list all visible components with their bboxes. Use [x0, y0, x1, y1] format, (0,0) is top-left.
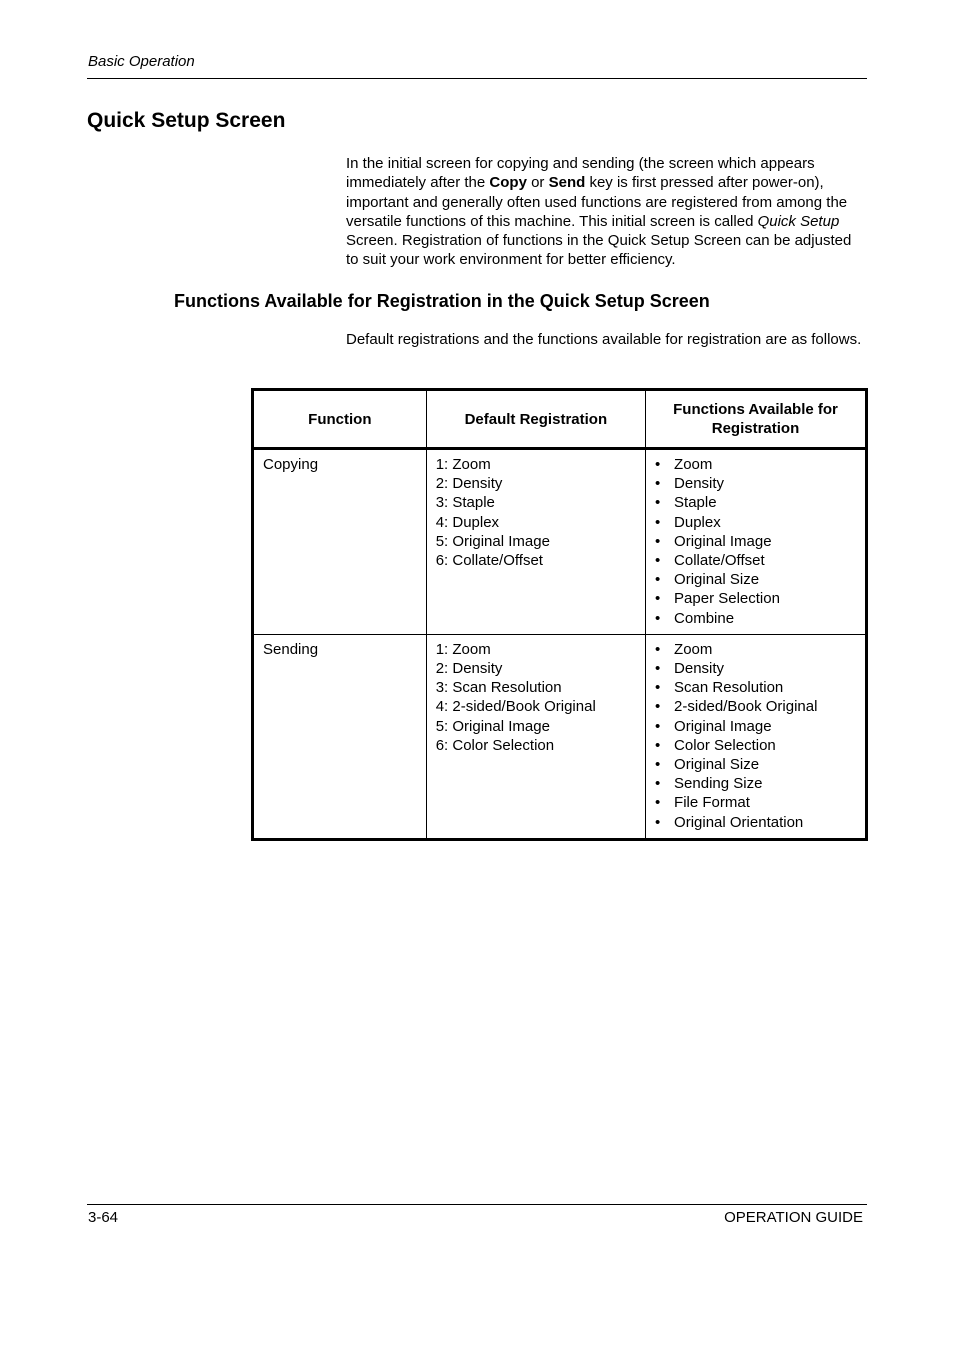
default-registration-item: 3: Staple	[435, 494, 495, 512]
default-registration-item: 5: Original Image	[435, 717, 550, 735]
list-item	[655, 774, 856, 793]
list-item	[655, 551, 856, 570]
available-function-label: Duplex	[674, 513, 721, 531]
list-item	[655, 589, 856, 608]
available-function-label: Density	[674, 475, 725, 493]
default-registration-item: 4: Duplex	[435, 513, 500, 531]
default-registration-item: 4: 2-sided/Book Original	[435, 698, 596, 716]
page-title: Quick Setup Screen	[87, 109, 286, 132]
list-item	[655, 755, 856, 774]
default-registration-item: 2: Density	[435, 475, 503, 493]
default-registration-item: 6: Collate/Offset	[435, 552, 543, 570]
table-row	[253, 634, 867, 839]
available-function-label: Density	[674, 660, 725, 678]
list-item	[655, 717, 856, 736]
available-function-label: Paper Selection	[674, 590, 780, 608]
available-functions-cell	[646, 634, 867, 839]
available-function-label: Original Image	[674, 717, 772, 735]
available-function-label: File Format	[674, 794, 750, 812]
list-item	[655, 455, 856, 474]
copy-key-label: Copy	[489, 174, 527, 192]
bullet-icon: •	[655, 679, 661, 697]
list-item	[655, 474, 856, 493]
bullet-icon: •	[655, 552, 661, 570]
bullet-icon: •	[655, 590, 661, 608]
header-default-registration: Default Registration	[426, 390, 645, 449]
table-row	[253, 449, 867, 635]
footer-divider	[87, 1204, 867, 1205]
bullet-icon: •	[655, 717, 661, 735]
bullet-icon: •	[655, 698, 661, 716]
available-function-label: 2-sided/Book Original	[674, 698, 818, 716]
bullet-icon: •	[655, 571, 661, 589]
list-item	[655, 736, 856, 755]
table-header-row	[253, 390, 867, 449]
bullet-icon: •	[655, 794, 661, 812]
list-item	[655, 532, 856, 551]
section-title: Functions Available for Registration in the Quick Setup Screen	[174, 291, 710, 311]
available-function-label: Original Size	[674, 756, 760, 774]
list-item	[655, 609, 856, 628]
quick-setup-term: Quick Setup	[757, 212, 840, 230]
available-function-label: Combine	[674, 609, 735, 627]
function-cell: Sending	[253, 634, 427, 839]
bullet-icon: •	[655, 456, 661, 473]
available-function-label: Original Orientation	[674, 813, 804, 831]
default-registration-cell	[426, 634, 645, 839]
available-function-label: Zoom	[674, 640, 713, 658]
list-item	[655, 493, 856, 512]
available-function-label: Scan Resolution	[674, 679, 784, 697]
running-header: Basic Operation	[88, 53, 195, 70]
default-registration-cell	[426, 449, 645, 635]
registration-table	[251, 388, 868, 841]
default-registration-item: 5: Original Image	[435, 532, 550, 550]
intro-text-1: In the initial screen for copying and sending (the screen which appears immediately after the	[346, 155, 815, 192]
available-functions-list	[655, 640, 856, 832]
available-functions-list	[655, 455, 856, 628]
available-functions-cell	[646, 449, 867, 635]
list-item	[655, 813, 856, 832]
intro-text-2: or	[526, 174, 549, 192]
intro-paragraph	[346, 154, 867, 270]
list-item	[655, 659, 856, 678]
default-registration-item: 2: Density	[435, 660, 503, 678]
header-available-functions: Functions Available for Registration	[646, 390, 867, 449]
available-function-label: Sending Size	[674, 775, 763, 793]
available-function-label: Original Size	[674, 571, 760, 589]
section-intro: Default registrations and the functions available for registration are as follows.	[346, 331, 862, 348]
list-item	[655, 513, 856, 532]
available-function-label: Color Selection	[674, 736, 776, 754]
default-registration-item: 1: Zoom	[435, 456, 491, 473]
bullet-icon: •	[655, 640, 661, 658]
bullet-icon: •	[655, 756, 661, 774]
default-registration-item: 1: Zoom	[435, 640, 491, 658]
list-item	[655, 793, 856, 812]
list-item	[655, 678, 856, 697]
send-key-label: Send	[548, 174, 586, 192]
bullet-icon: •	[655, 513, 661, 531]
list-item	[655, 697, 856, 716]
header-function: Function	[253, 390, 427, 449]
intro-text-3: key is first pressed after power-on), important and generally often used functions are registered from among the versatile functions of this machine. This initial screen is called	[346, 174, 848, 230]
intro-text-4: Screen. Registration of functions in the Quick Setup Screen can be adjusted to suit your work environment for better efficiency.	[346, 232, 852, 269]
default-registration-item: 3: Scan Resolution	[435, 679, 562, 697]
bullet-icon: •	[655, 475, 661, 493]
function-cell: Copying	[253, 449, 427, 635]
available-function-label: Original Image	[674, 532, 772, 550]
bullet-icon: •	[655, 813, 661, 831]
bullet-icon: •	[655, 532, 661, 550]
bullet-icon: •	[655, 609, 661, 627]
guide-name: OPERATION GUIDE	[724, 1209, 863, 1226]
available-function-label: Zoom	[674, 456, 713, 473]
list-item	[655, 570, 856, 589]
bullet-icon: •	[655, 660, 661, 678]
page-number: 3-64	[88, 1209, 119, 1226]
bullet-icon: •	[655, 494, 661, 512]
available-function-label: Collate/Offset	[674, 552, 765, 570]
bullet-icon: •	[655, 775, 661, 793]
available-function-label: Staple	[674, 494, 717, 512]
list-item	[655, 640, 856, 659]
default-registration-item: 6: Color Selection	[435, 736, 555, 754]
bullet-icon: •	[655, 736, 661, 754]
header-divider	[87, 78, 867, 79]
